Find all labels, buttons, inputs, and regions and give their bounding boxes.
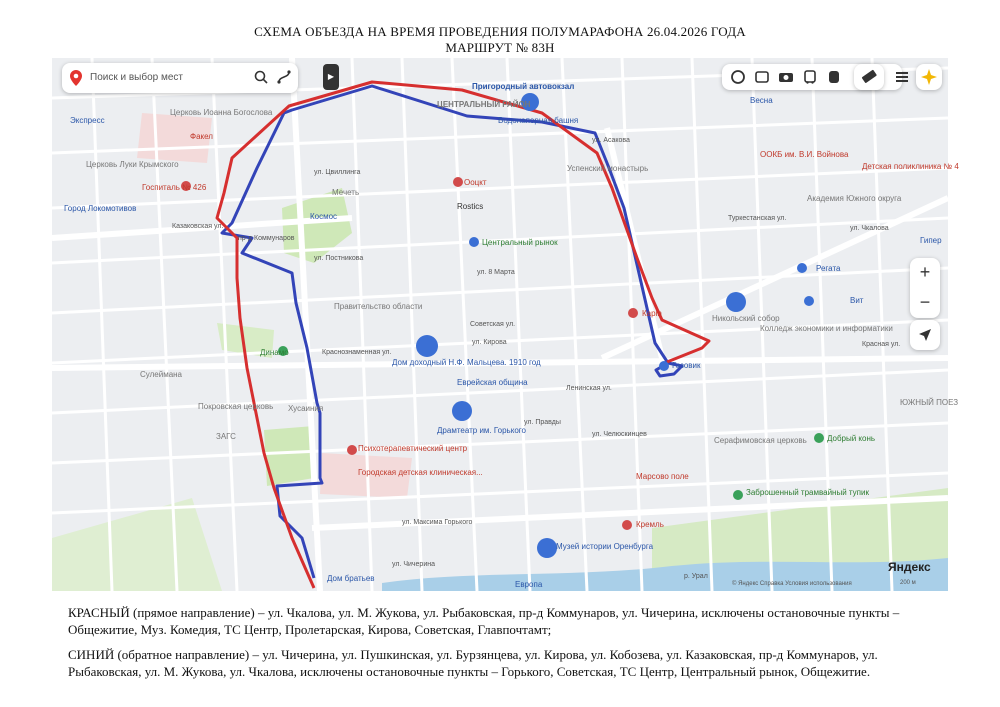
label-detskaya-bolnitsa[interactable]: Городская детская клиническая... xyxy=(358,468,483,477)
label-mechet[interactable]: Мечеть xyxy=(332,188,360,197)
label-sovetskaya: Советская ул. xyxy=(470,321,516,328)
legend-forward-route: КРАСНЫЙ (прямое направление) – ул. Чкалова, ул. М. Жукова, ул. Рыбаковская, пр-д Коммунаров, ул. Чичерина, исключены остановочные пункты – Общежитие, Муз. Комедия, ТС Центр, Пролетарская, Кирова, Советская, Главпочтамт; xyxy=(68,605,900,637)
locate-button[interactable] xyxy=(910,320,940,350)
label-tsvillinga: ул. Цвиллинга xyxy=(314,169,361,176)
label-pravitelstvo[interactable]: Правительство области xyxy=(334,302,423,311)
scale-bar: 200 м xyxy=(900,580,916,586)
label-dinamo[interactable]: Динамо xyxy=(260,348,289,357)
map-pin-icon xyxy=(70,70,82,89)
label-kolledzh[interactable]: Колледж экономики и информатики xyxy=(760,324,893,333)
label-pokrovskaya[interactable]: Покровская церковь xyxy=(198,402,274,411)
label-evropa[interactable]: Европа xyxy=(515,580,543,589)
label-kosmos[interactable]: Космос xyxy=(310,212,338,221)
label-leninskaya: Ленинская ул. xyxy=(566,385,612,392)
label-ookb[interactable]: ООКБ им. В.И. Войнова xyxy=(760,150,849,159)
label-prigorodny[interactable]: Пригородный автовокзал xyxy=(472,82,575,91)
label-district: ЦЕНТРАЛЬНЫЙ РАЙОН xyxy=(437,100,531,109)
label-vesna[interactable]: Весна xyxy=(750,96,773,105)
label-krasnaya: Красная ул. xyxy=(862,341,901,348)
route-icon[interactable] xyxy=(277,70,291,87)
label-asakova: ул. Асакова xyxy=(592,137,630,144)
label-fakel[interactable]: Факел xyxy=(190,132,213,141)
menu-icon[interactable] xyxy=(892,64,912,90)
yandex-logo: Яндекс xyxy=(888,560,931,574)
layers-icon[interactable] xyxy=(728,67,748,87)
label-serafimovskaya[interactable]: Серафимовская церковь xyxy=(714,436,807,445)
label-krasnoznamennaya: Краснознаменная ул. xyxy=(322,349,392,356)
label-kommunarov: пр-д Коммунаров xyxy=(238,235,295,242)
label-karin[interactable]: Карin xyxy=(642,309,662,318)
map-view[interactable] xyxy=(52,58,959,591)
label-akademiya[interactable]: Академия Южного округа xyxy=(807,194,902,203)
label-tsentr-rynok[interactable]: Центральный рынок xyxy=(482,238,558,247)
label-uspensky[interactable]: Успенский монастырь xyxy=(567,164,649,173)
label-vodonapornaya[interactable]: Водонапорная башня xyxy=(498,116,579,125)
zoom-control[interactable] xyxy=(910,258,940,318)
legend-reverse-route: СИНИЙ (обратное направление) – ул. Чичерина, ул. Пушкинская, ул. Бурзянцева, ул. Кирова, ул. Кобозева, ул. Казаковская, пр-д Коммунаров, ул. Рыбаковская, ул. М. Жукова, ул. Чкалова, исключены остановочные пункты – Горького, Советская, ТС Центр, Центральный рынок, Общежитие. xyxy=(68,647,878,679)
label-dom-bratev[interactable]: Дом братьев xyxy=(327,574,375,583)
label-yuzhny: ЮЖНЫЙ ПОЕЗ xyxy=(900,398,959,407)
label-rostics[interactable]: Rostics xyxy=(457,202,484,211)
label-kirova: ул. Кирова xyxy=(472,339,507,346)
label-pravdy: ул. Правды xyxy=(524,419,561,426)
zoom-in-button[interactable]: + xyxy=(919,262,931,282)
zoom-out-button[interactable]: − xyxy=(919,292,931,312)
transport-icon[interactable] xyxy=(800,67,820,87)
label-ekspress[interactable]: Экспресс xyxy=(70,116,105,125)
label-zabroshenny[interactable]: Заброшенный трамвайный тупик xyxy=(746,488,869,497)
search-icon[interactable] xyxy=(254,70,268,87)
label-ural: р. Урал xyxy=(684,573,708,580)
label-nikolsky[interactable]: Никольский собор xyxy=(712,314,780,323)
search-box[interactable] xyxy=(62,63,298,93)
label-psikho[interactable]: Психотерапевтический центр xyxy=(358,444,468,453)
label-muzey[interactable]: Музей истории Оренбурга xyxy=(556,542,654,551)
label-oockt[interactable]: Ооцкт xyxy=(464,178,487,187)
collapse-panel-button[interactable]: ▶ xyxy=(323,64,339,90)
label-zags[interactable]: ЗАГС xyxy=(216,432,236,441)
label-chicherina: ул. Чичерина xyxy=(392,561,435,568)
page-title: СХЕМА ОБЪЕЗДА НА ВРЕМЯ ПРОВЕДЕНИЯ ПОЛУМАРАФОНА 26.04.2026 ГОДА xyxy=(254,24,746,39)
label-vit[interactable]: Вит xyxy=(850,296,864,305)
label-dobry-kon[interactable]: Добрый конь xyxy=(827,434,876,443)
route-number: МАРШРУТ № 83Н xyxy=(445,40,555,55)
label-gospital[interactable]: Госпиталь № 426 xyxy=(142,183,207,192)
label-maksima-gorkogo: ул. Максима Горького xyxy=(402,519,473,526)
label-evreiskaya[interactable]: Еврейская община xyxy=(457,378,528,387)
label-detskaya-poli[interactable]: Детская поликлиника № 4 xyxy=(862,162,959,171)
label-postnikova: ул. Постникова xyxy=(314,255,364,262)
label-dom-dokhodny[interactable]: Дом доходный Н.Ф. Мальцева. 1910 год xyxy=(392,358,541,367)
search-input[interactable]: Поиск и выбор мест xyxy=(90,72,183,83)
label-gorod-lokomotivov[interactable]: Город Локомотивов xyxy=(64,204,137,213)
label-chelyuskintsev: ул. Челюскинцев xyxy=(592,431,647,438)
label-turkestanskaya: Туркестанская ул. xyxy=(728,215,787,222)
label-marsovo-pole[interactable]: Марсово поле xyxy=(636,472,689,481)
label-regata[interactable]: Регата xyxy=(816,264,841,273)
navigation-arrow-icon xyxy=(910,320,940,350)
label-khusainiya[interactable]: Хусаиния xyxy=(288,404,324,413)
label-kreml[interactable]: Кремль xyxy=(636,520,664,529)
traffic-icon[interactable] xyxy=(824,67,844,87)
label-marta: ул. 8 Марта xyxy=(477,269,515,276)
map-copyright[interactable]: © Яндекс Справка Условия использования xyxy=(732,581,852,587)
label-kazakovskaya: Казаковская ул. xyxy=(172,223,224,230)
camera-icon[interactable] xyxy=(776,67,796,87)
label-gipermarket[interactable]: Гипер xyxy=(920,236,942,245)
label-chkalova: ул. Чкалова xyxy=(850,225,889,232)
ai-assistant-icon[interactable] xyxy=(916,64,942,90)
label-tserkov-ioann[interactable]: Церковь Иоанна Богослова xyxy=(170,108,273,117)
ruler-button[interactable] xyxy=(854,64,884,90)
label-sulejmana[interactable]: Сулеймана xyxy=(140,370,183,379)
label-gazovik[interactable]: Газовик xyxy=(672,361,701,370)
panorama-icon[interactable] xyxy=(752,67,772,87)
label-tserkov-luki[interactable]: Церковь Луки Крымского xyxy=(86,160,179,169)
label-dramteatr[interactable]: Драмтеатр им. Горького xyxy=(437,426,526,435)
